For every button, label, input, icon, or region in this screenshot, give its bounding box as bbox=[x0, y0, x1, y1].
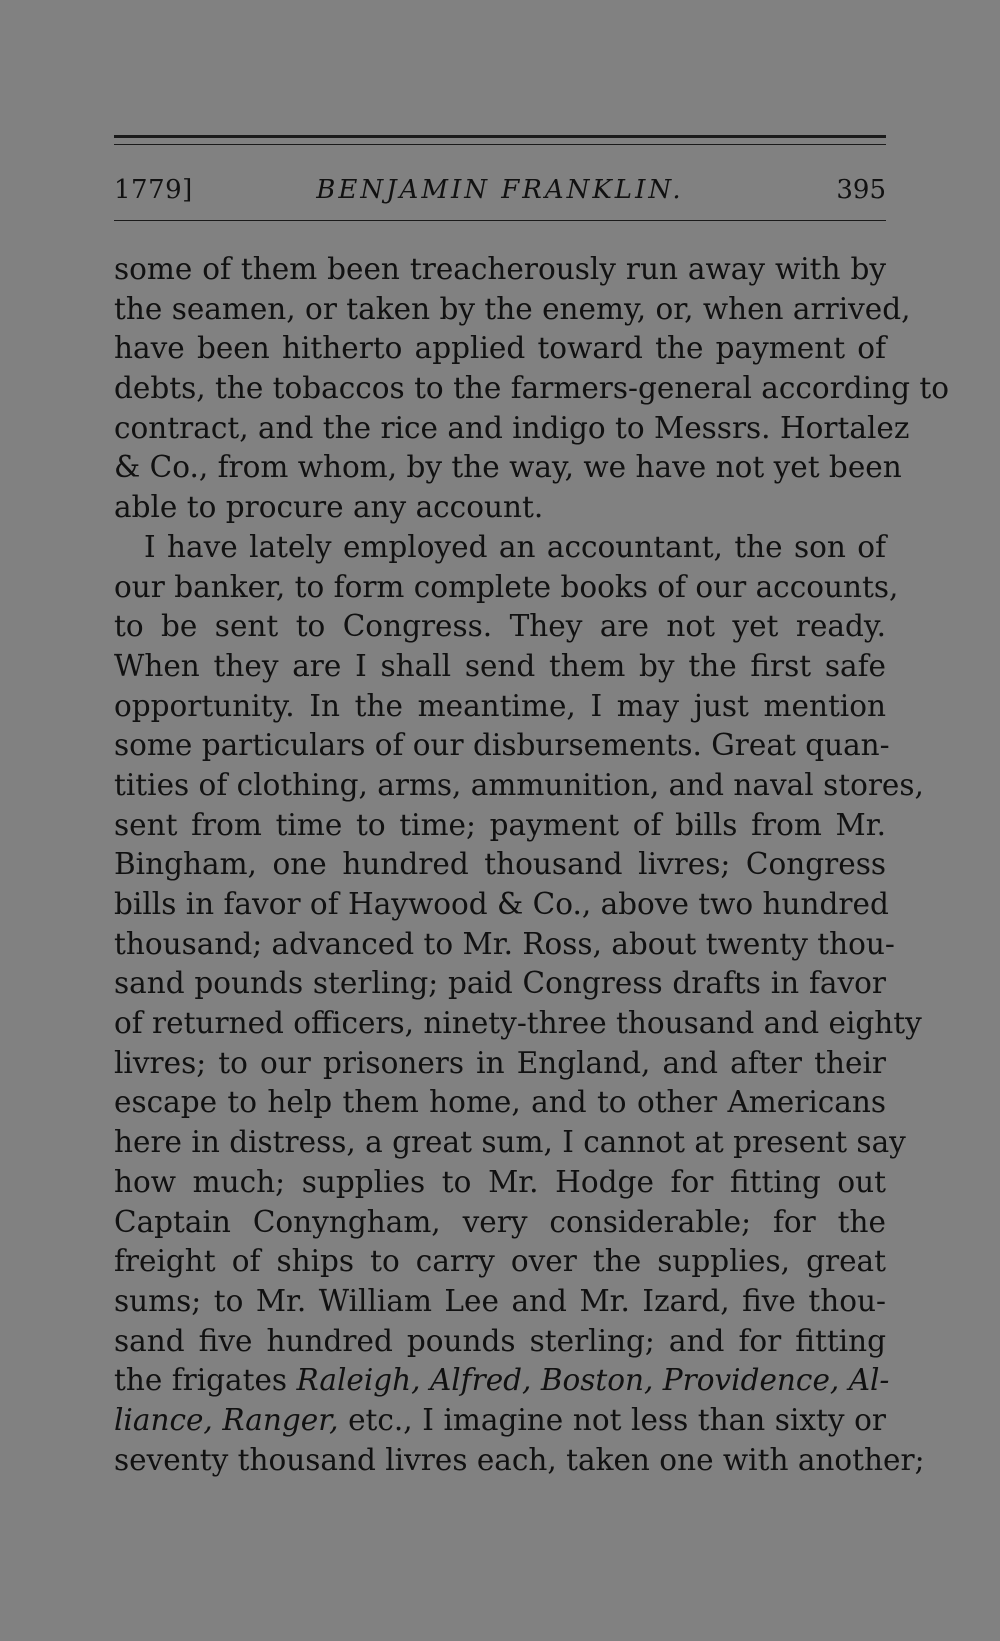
text-line-frigates bbox=[114, 1361, 890, 1401]
header-rule-top bbox=[114, 135, 886, 138]
text-line: thousand; advanced to Mr. Ross, about twenty thou- bbox=[114, 926, 895, 961]
text-line: Captain Conyngham, very considerable; for the bbox=[114, 1204, 886, 1239]
text-line: sums; to Mr. William Lee and Mr. Izard, five thou- bbox=[114, 1283, 886, 1318]
text-line: When they are I shall send them by the first safe bbox=[114, 648, 886, 683]
header-year: 1779] bbox=[114, 175, 193, 205]
ships-rest: etc., I imagine not less than sixty or bbox=[348, 1402, 886, 1437]
text-line: escape to help them home, and to other Americans bbox=[114, 1085, 886, 1120]
text-line: able to procure any account. bbox=[114, 490, 544, 525]
ship-name-alfred: Alfred, bbox=[429, 1363, 532, 1398]
frigates-lead: the frigates bbox=[114, 1363, 288, 1398]
text-line: livres; to our prisoners in England, and after their bbox=[114, 1045, 886, 1080]
text-line: of returned officers, ninety-three thousand and eighty bbox=[114, 1006, 922, 1041]
text-line: to be sent to Congress. They are not yet ready. bbox=[114, 609, 886, 644]
text-line: some particulars of our disbursements. Great quan- bbox=[114, 728, 890, 763]
text-line: here in distress, a great sum, I cannot at present say bbox=[114, 1125, 906, 1160]
ship-name-ranger: Ranger, bbox=[222, 1402, 339, 1437]
header-rule-top-thin bbox=[114, 144, 886, 145]
text-line: & Co., from whom, by the way, we have not yet been bbox=[114, 450, 902, 485]
text-line: freight of ships to carry over the supplies, great bbox=[114, 1244, 886, 1279]
text-line: bills in favor of Haywood & Co., above two hundred bbox=[114, 887, 889, 921]
text-line: some of them been treacherously run away with by bbox=[114, 252, 886, 286]
page-number: 395 bbox=[836, 175, 886, 205]
text-line: have been hitherto applied toward the payment of bbox=[114, 331, 886, 366]
ship-name-alliance-start: Al- bbox=[848, 1363, 890, 1398]
text-line: the seamen, or taken by the enemy, or, when arrived, bbox=[114, 291, 911, 326]
text-line: sand five hundred pounds sterling; and for fitting bbox=[114, 1323, 886, 1358]
text-line: our banker, to form complete books of our accounts, bbox=[114, 569, 899, 604]
body-text bbox=[114, 250, 949, 1480]
text-line: sent from time to time; payment of bills from Mr. bbox=[114, 807, 886, 842]
text-line: seventy thousand livres each, taken one with another; bbox=[114, 1442, 925, 1477]
text-line: contract, and the rice and indigo to Messrs. Hortalez bbox=[114, 410, 910, 445]
text-line: opportunity. In the meantime, I may just mention bbox=[114, 688, 886, 723]
text-line-ships bbox=[114, 1401, 886, 1441]
ship-name-raleigh: Raleigh, bbox=[296, 1363, 421, 1398]
ship-name-boston: Boston, bbox=[540, 1363, 654, 1398]
text-line: I have lately employed an accountant, the son of bbox=[144, 529, 886, 564]
text-line: how much; supplies to Mr. Hodge for fitting out bbox=[114, 1164, 886, 1199]
ship-name-providence: Providence, bbox=[662, 1363, 840, 1398]
header-title: BENJAMIN FRANKLIN. bbox=[316, 175, 684, 205]
text-line: debts, the tobaccos to the farmers-general according to bbox=[114, 371, 949, 406]
text-line: sand pounds sterling; paid Congress drafts in favor bbox=[114, 966, 886, 1001]
running-header bbox=[114, 172, 886, 208]
text-line: tities of clothing, arms, ammunition, and naval stores, bbox=[114, 767, 924, 802]
header-rule-bottom bbox=[114, 220, 886, 221]
ship-name-alliance-end: liance, bbox=[114, 1402, 213, 1437]
text-line: Bingham, one hundred thousand livres; Congress bbox=[114, 847, 886, 882]
